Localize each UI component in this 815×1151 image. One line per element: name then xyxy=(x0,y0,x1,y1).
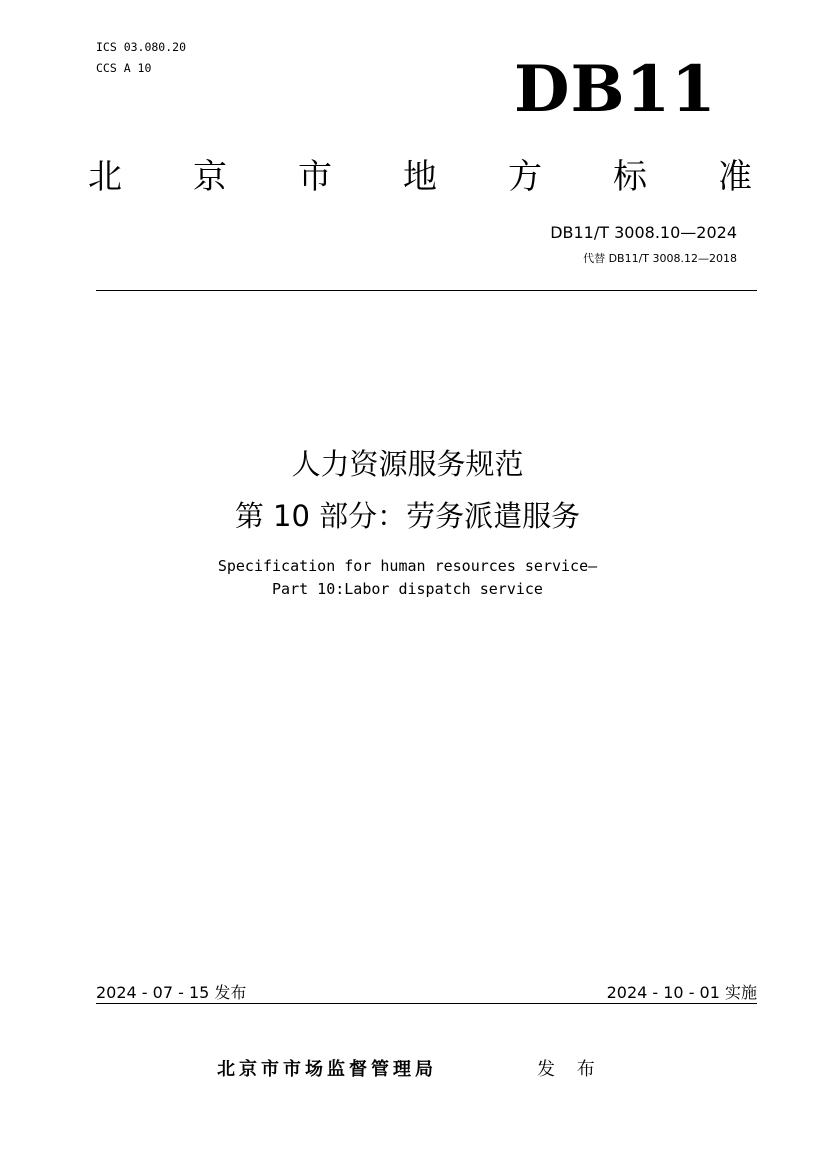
title-chinese-line2: 第 10 部分：劳务派遣服务 xyxy=(234,499,581,533)
db11-logo: DB11 xyxy=(514,52,717,127)
top-divider xyxy=(96,290,757,291)
standard-type-char: 准 xyxy=(718,157,752,197)
standard-type-char: 标 xyxy=(613,157,647,197)
replaces-note: 代替 DB11/T 3008.12—2018 xyxy=(583,252,737,265)
publisher-name: 北京市市场监督管理局 xyxy=(217,1059,437,1080)
standard-type-char: 方 xyxy=(508,157,542,197)
issue-date: 2024 - 07 - 15 发布 xyxy=(96,983,247,1002)
publish-label: 发 布 xyxy=(537,1059,603,1080)
title-chinese-line1: 人力资源服务规范 xyxy=(291,447,524,481)
title-english-line1: Specification for human resources service— xyxy=(217,557,598,575)
standard-type-char: 市 xyxy=(298,157,332,197)
bottom-divider xyxy=(96,1003,757,1004)
implementation-date: 2024 - 10 - 01 实施 xyxy=(606,983,757,1002)
standard-type-char: 京 xyxy=(193,157,227,197)
title-english-line2: Part 10:Labor dispatch service xyxy=(272,580,543,598)
ics-code: ICS 03.080.20 xyxy=(96,40,187,54)
standard-type-char: 北 xyxy=(88,157,122,197)
standard-number: DB11/T 3008.10—2024 xyxy=(550,223,737,242)
standard-type-char: 地 xyxy=(403,157,437,197)
ccs-code: CCS A 10 xyxy=(96,61,152,75)
standard-type-heading xyxy=(88,152,752,202)
